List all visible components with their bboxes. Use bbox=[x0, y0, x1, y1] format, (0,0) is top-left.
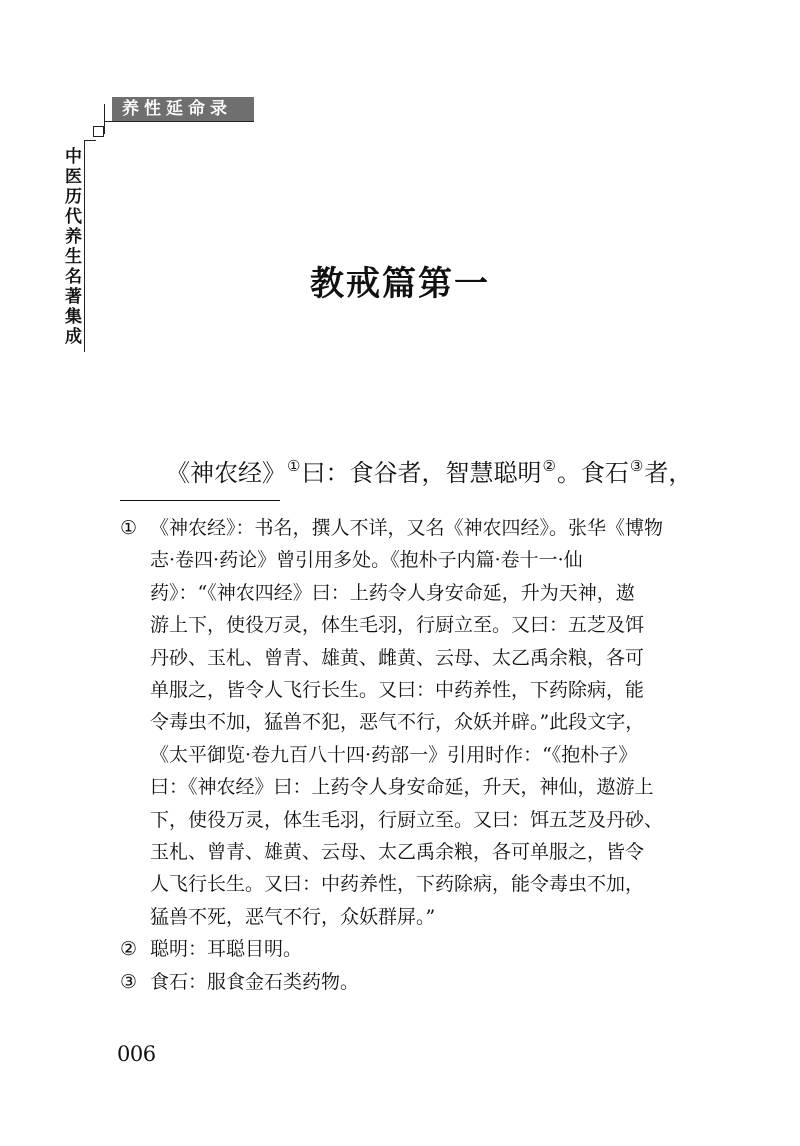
footnote-line: 游上下，使役万灵，体生毛羽，行厨立至。又曰：五芝及饵 bbox=[150, 614, 645, 637]
footnote-line: 聪明：耳聪目明。 bbox=[150, 938, 303, 961]
footnote-line: 令毒虫不加，猛兽不犯，恶气不行，众妖并辟。”此段文字， bbox=[150, 711, 645, 734]
footnote-line: 玉札、曾青、雄黄、云母、太乙禹余粮，各可单服之，皆令 bbox=[150, 841, 645, 864]
page-number: 006 bbox=[117, 1042, 156, 1066]
footnote-ref: ① bbox=[287, 457, 301, 475]
chapter-title: 教戒篇第一 bbox=[310, 264, 490, 304]
series-title: 中医历代养生名著集成 bbox=[61, 147, 81, 347]
footnotes bbox=[120, 512, 700, 998]
footnote-item bbox=[120, 966, 700, 998]
body-text-segment: 《神农经》 bbox=[166, 459, 286, 487]
footnote-ref: ② bbox=[542, 457, 556, 475]
header-corner-line bbox=[104, 104, 105, 134]
footnote-line: 曰：《神农经》曰：上药令人身安命延，升天，神仙，遨游上 bbox=[150, 776, 654, 799]
footnote-line: 猛兽不死，恶气不行，众妖群屏。” bbox=[150, 905, 436, 928]
footnote-marker: ② bbox=[120, 938, 138, 961]
footnote-ref: ③ bbox=[629, 457, 644, 475]
footnote-line: 丹砂、玉札、曾青、雄黄、雌黄、云母、太乙禹余粮，各可 bbox=[150, 646, 645, 669]
body-text-segment: 曰：食谷者，智慧聪明 bbox=[301, 459, 542, 487]
side-rule bbox=[84, 140, 85, 352]
footnote-marker: ③ bbox=[120, 970, 138, 993]
footnote-separator bbox=[120, 500, 280, 501]
corner-square-ornament bbox=[93, 126, 104, 137]
footnote-line: 《神农经》：书名，撰人不详，又名《神农四经》。张华《博物 bbox=[150, 517, 664, 539]
footnote-item bbox=[120, 512, 700, 933]
footnote-line: 单服之，皆令人飞行长生。又曰：中药养性，下药除病，能 bbox=[150, 679, 645, 702]
footnote-line: 志·卷四·药论》曾引用多处。《抱朴子内篇·卷十一·仙 bbox=[150, 549, 583, 572]
body-text-segment: 者， bbox=[644, 459, 693, 487]
body-paragraph bbox=[166, 448, 726, 491]
header-rule bbox=[104, 121, 254, 122]
footnote-line: 下，使役万灵，体生毛羽，行厨立至。又曰：饵五芝及丹砂、 bbox=[150, 808, 664, 831]
corner-step-line bbox=[84, 140, 96, 141]
footnote-line: 食石：服食金石类药物。 bbox=[150, 970, 360, 993]
footnote-line: 《太平御览·卷九百八十四·药部一》引用时作：“《抱朴子》 bbox=[150, 743, 638, 766]
book-title-tag: 养性延命录 bbox=[112, 97, 254, 121]
footnote-line: 人飞行长生。又曰：中药养性，下药除病，能令毒虫不加， bbox=[150, 873, 645, 896]
body-text-segment: 。食石 bbox=[556, 459, 629, 487]
footnote-marker: ① bbox=[120, 517, 138, 539]
footnote-item bbox=[120, 933, 700, 965]
footnote-line: 药》：“《神农四经》曰：上药令人身安命延，升为天神，遨 bbox=[150, 581, 635, 604]
